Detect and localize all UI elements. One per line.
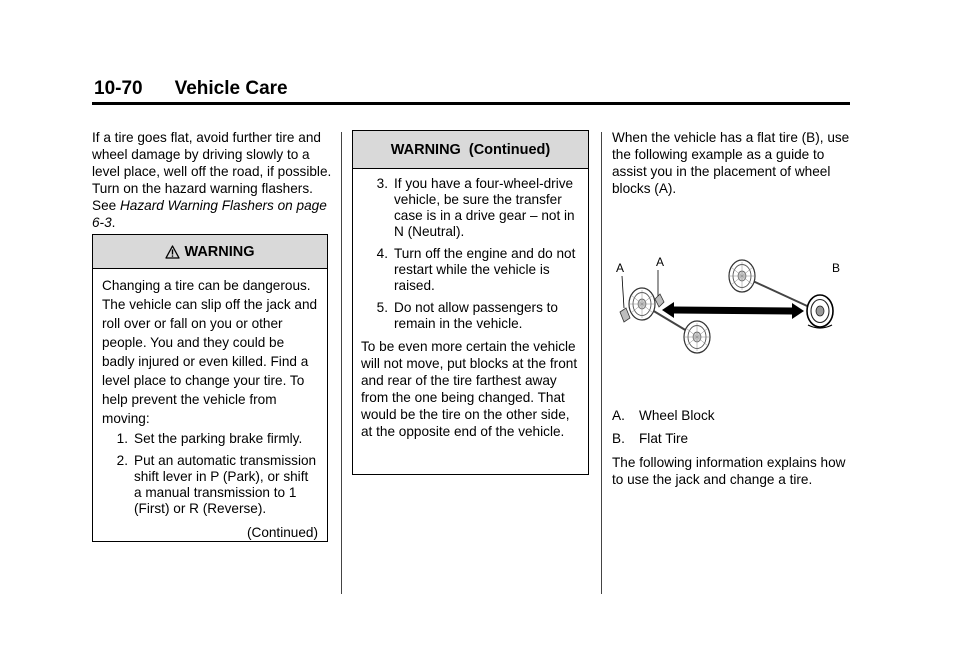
intro-paragraph: If a tire goes flat, avoid further tire and wheel damage by driving slowly to a level place, well off the road, if possible. Turn on the hazard warning flashers. See Hazard Warning Flashers on page 6-3. xyxy=(92,130,332,230)
warning-box xyxy=(92,234,328,542)
warning-title: WARNING xyxy=(184,243,255,260)
column-divider-2 xyxy=(601,132,602,594)
section-title: Vehicle Care xyxy=(174,78,288,99)
legend-item-flat-tire: B. Flat Tire xyxy=(612,431,689,446)
flat-tire xyxy=(807,295,833,328)
leader-line-a-left xyxy=(622,276,624,308)
header-rule xyxy=(92,102,850,105)
page-number: 10-70 xyxy=(94,78,143,99)
warning-step-1: 1. Set the parking brake firmly. xyxy=(116,431,303,446)
legend-item-wheel-block: A. Wheel Block xyxy=(612,408,715,423)
warning-triangle-icon xyxy=(165,245,180,259)
rear-right-tire xyxy=(684,321,710,353)
warning-step-3: 3. If you have a four-wheel-drive vehicle, be sure the transfer case is in a drive gear – not in N (Neutral). xyxy=(376,176,575,239)
warning-continued-box xyxy=(352,130,589,475)
warning-step-4: 4. Turn off the engine and do not restart while the vehicle is raised. xyxy=(376,246,576,293)
wheel-block-rear xyxy=(620,308,630,322)
page-header xyxy=(94,78,288,100)
warning-step-5: 5. Do not allow passengers to remain in the vehicle. xyxy=(376,300,558,331)
jack-info-paragraph: The following information explains how to use the jack and change a tire. xyxy=(612,455,846,487)
warning-body-text: Changing a tire can be dangerous. The vehicle can slip off the jack and roll over or fall on you or other people. You and they could be badly injured or even killed. Find a level place to change your tire. To help prevent the vehicle from moving: xyxy=(102,278,318,426)
wheel-block-front xyxy=(655,294,664,307)
front-left-tire xyxy=(729,260,755,292)
warning-step-2: 2. Put an automatic transmission shift lever in P (Park), or shift a manual transmission to 1 (First) or R (Reverse). xyxy=(116,453,317,516)
wheel-block-diagram xyxy=(612,250,852,360)
label-a-left: A xyxy=(616,261,625,275)
diagram-legend xyxy=(612,407,852,453)
label-b: B xyxy=(832,261,841,275)
warning-steps xyxy=(102,431,319,517)
column-divider-1 xyxy=(341,132,342,594)
warning-continued-title: WARNING (Continued) xyxy=(390,141,551,158)
warning-header xyxy=(93,235,327,269)
rear-left-tire xyxy=(629,288,655,320)
warning-continued-header xyxy=(353,131,588,169)
vehicle-length-arrow xyxy=(662,302,804,319)
label-a-top: A xyxy=(656,255,665,269)
warning-paragraph: To be even more certain the vehicle will not move, put blocks at the front and rear of the tire farthest away from the one being changed. That would be the tire on the other side, at the opposite end of the vehicle. xyxy=(361,339,578,439)
flat-tire-intro: When the vehicle has a flat tire (B), use the following example as a guide to assist you in the placement of wheel blocks (A). xyxy=(612,130,850,196)
cross-reference-link[interactable]: Hazard Warning Flashers on page 6-3 xyxy=(92,198,327,230)
continued-label: (Continued) xyxy=(246,525,318,540)
